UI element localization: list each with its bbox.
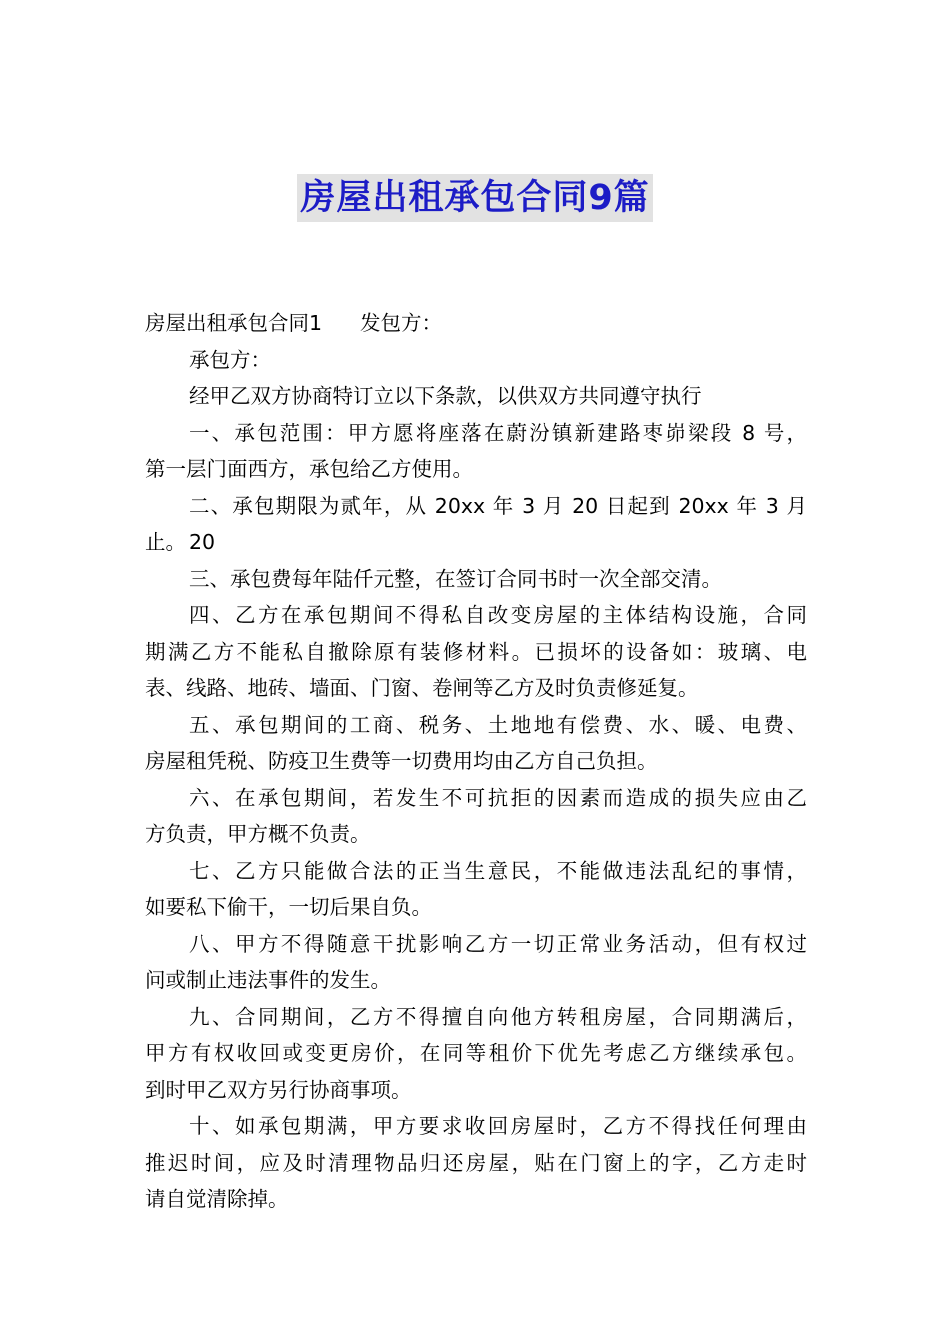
paragraph-line: 六、在承包期间，若发生不可抗拒的因素而造成的损失应由乙 [189,785,807,810]
title-container [0,174,950,222]
paragraph-line: 三、承包费每年陆仟元整，在签订合同书时一次全部交清。 [189,566,722,591]
paragraph-line: 四、乙方在承包期间不得私自改变房屋的主体结构设施，合同 [189,603,807,627]
paragraph-line: 方负责，甲方概不负责。 [145,822,371,846]
paragraph-line: 期满乙方不能私自撤除原有装修材料。已损坏的设备如：玻璃、电 [145,639,807,664]
paragraph-line: 房屋租凭税、防疫卫生费等一切费用均由乙方自己负担。 [145,749,658,773]
paragraph-line: 八、甲方不得随意干扰影响乙方一切正常业务活动，但有权过 [189,931,807,956]
paragraph-line: 问或制止违法事件的发生。 [145,968,391,992]
paragraph-line: 表、线路、地砖、墙面、门窗、卷闸等乙方及时负责修延复。 [145,676,699,700]
party-a-label: 发包方： [360,311,443,335]
paragraph-line: 第一层门面西方，承包给乙方使用。 [145,457,473,481]
paragraph-line: 七、乙方只能做合法的正当生意民，不能做违法乱纪的事情， [189,858,807,883]
paragraph-line: 如要私下偷干，一切后果自负。 [145,895,432,919]
paragraph-line: 承包方： [189,347,271,372]
paragraph-line: 甲方有权收回或变更房价，在同等租价下优先考虑乙方继续承包。 [145,1041,807,1065]
paragraph-line: 请自觉清除掉。 [145,1187,289,1211]
contract-heading-line [145,305,807,342]
paragraph-line: 五、承包期间的工商、税务、土地地有偿费、水、暖、电费、 [189,712,807,737]
paragraph-line: 九、合同期间，乙方不得擅自向他方转租房屋，合同期满后， [189,1004,807,1029]
contract-heading: 房屋出租承包合同1 [145,311,323,335]
document-title: 房屋出租承包合同9篇 [297,174,652,222]
paragraph-line: 到时甲乙双方另行协商事项。 [145,1077,412,1102]
document-body [145,305,807,1218]
paragraph-line: 十、如承包期满，甲方要求收回房屋时，乙方不得找任何理由 [189,1114,807,1138]
paragraph-line: 推迟时间，应及时清理物品归还房屋，贴在门窗上的字，乙方走时 [145,1150,807,1175]
paragraph-line: 止。 [145,530,186,554]
paragraph-line: 二、承包期限为贰年，从 20xx 年 3 月 20 日起到 20xx 年 3 月 20 [189,493,807,554]
paragraph-line: 一、承包范围：甲方愿将座落在蔚汾镇新建路枣峁梁段 8 号， [189,420,807,445]
paragraph-line: 经甲乙双方协商特订立以下条款，以供双方共同遵守执行 [189,384,702,408]
